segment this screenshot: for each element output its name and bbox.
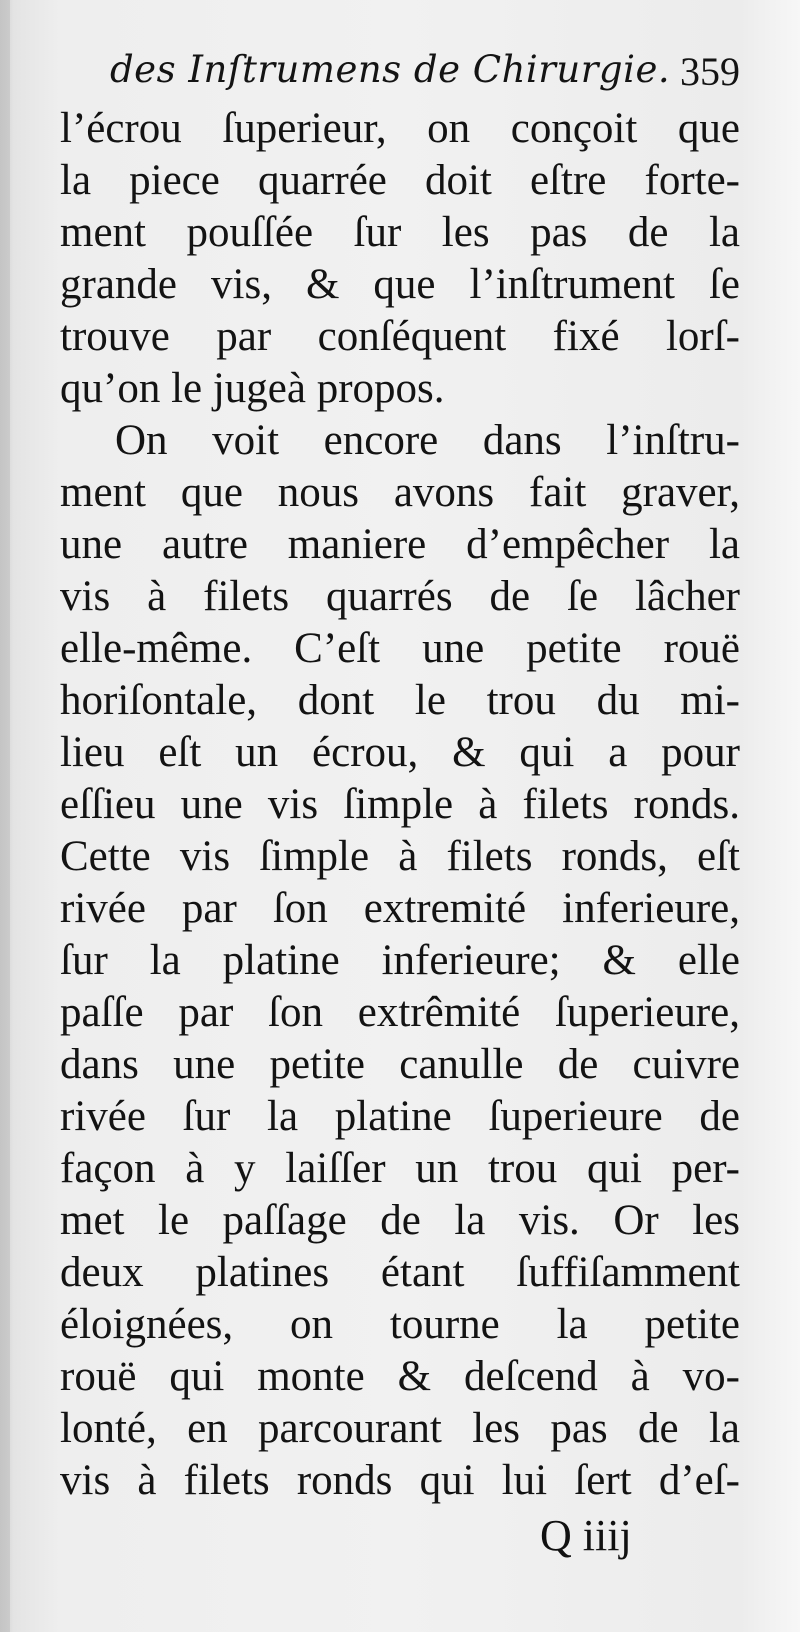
body-text (60, 103, 740, 1507)
paragraph-start-line: On voit encore dans l’inſtru- (115, 417, 740, 464)
text-line: trouve par conſéquent fixé lorſ- (60, 313, 740, 360)
text-line: éloignées, on tourne la petite (60, 1301, 740, 1348)
text-line: dans une petite canulle de cuivre (60, 1041, 740, 1088)
text-line: lieu eſt un écrou, & qui a pour (60, 729, 740, 776)
text-line: ment que nous avons fait graver, (60, 469, 740, 516)
text-line: ſur la platine inferieure; & elle (60, 937, 740, 984)
text-line: lonté, en parcourant les pas de la (60, 1405, 740, 1452)
text-line: qu’on le jugeà propos. (60, 365, 445, 412)
text-line: met le paſſage de la vis. Or les (60, 1197, 740, 1244)
text-line: rivée ſur la platine ſuperieure de (60, 1093, 740, 1140)
text-line: une autre maniere d’empêcher la (60, 521, 740, 568)
text-line: elle-même. C’eſt une petite rouë (60, 625, 740, 672)
signature-mark: Q iiij (540, 1511, 632, 1560)
running-head (110, 42, 740, 102)
text-line: la piece quarrée doit eſtre forte- (60, 157, 740, 204)
text-line: vis à filets ronds qui lui ſert d’eſ- (60, 1457, 740, 1504)
running-head-title: des Inſtrumens de Chirurgie. (110, 48, 671, 91)
page-number: 359 (680, 49, 740, 94)
text-line: Cette vis ſimple à filets ronds, eſt (60, 833, 740, 880)
text-line: l’écrou ſuperieur, on conçoit que (60, 105, 740, 152)
text-line: grande vis, & que l’inſtrument ſe (60, 261, 740, 308)
text-line: rivée par ſon extremité inferieure, (60, 885, 740, 932)
text-line: vis à filets quarrés de ſe lâcher (60, 573, 740, 620)
text-line: horiſontale, dont le trou du mi- (60, 677, 740, 724)
text-line: deux platines étant ſuffiſamment (60, 1249, 740, 1296)
text-line: ment pouſſée ſur les pas de la (60, 209, 740, 256)
text-line: rouë qui monte & deſcend à vo- (60, 1353, 740, 1400)
text-line: paſſe par ſon extrêmité ſuperieure, (60, 989, 740, 1036)
text-line: façon à y laiſſer un trou qui per- (60, 1145, 740, 1192)
text-line: eſſieu une vis ſimple à filets ronds. (60, 781, 740, 828)
